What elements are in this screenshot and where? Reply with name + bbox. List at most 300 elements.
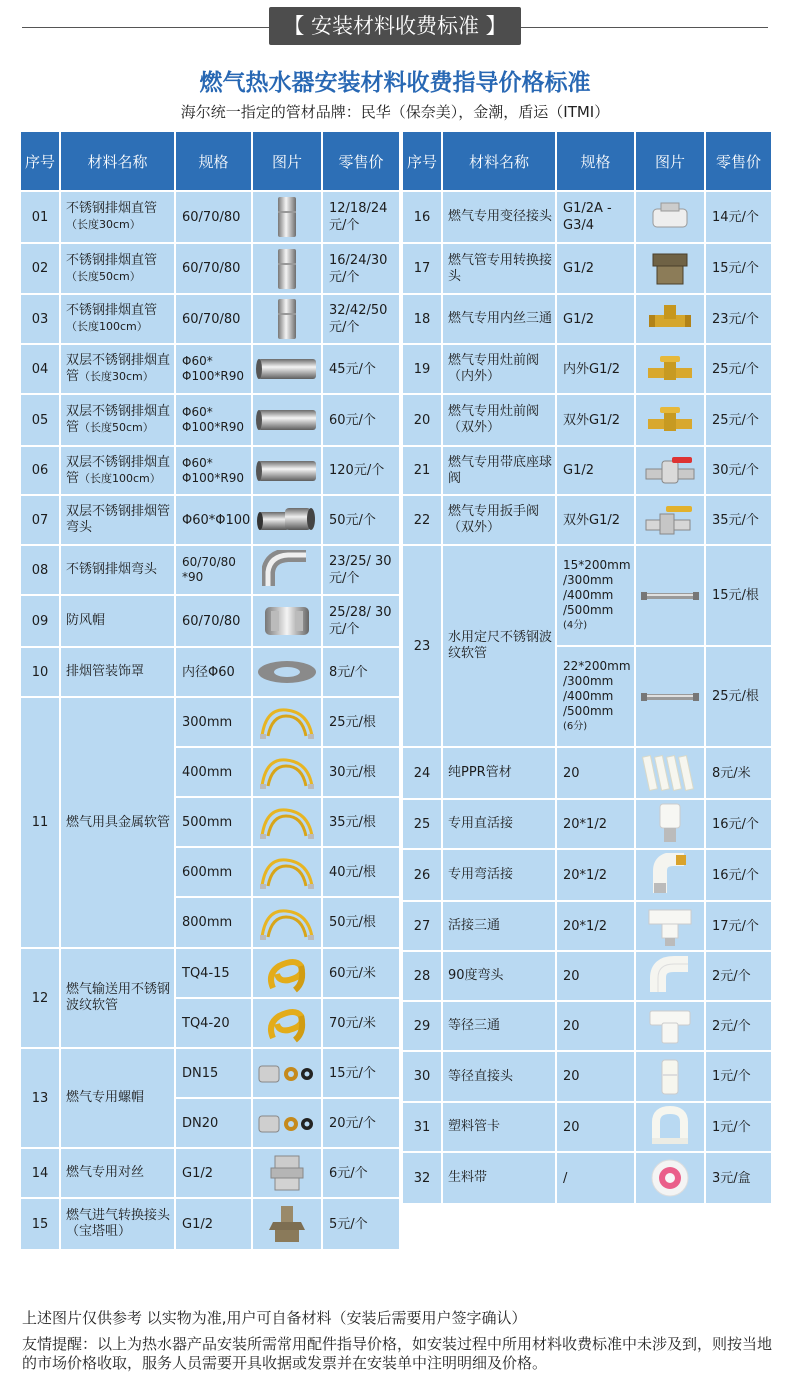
item-name (443, 192, 557, 244)
item-name-text: 燃气专用带底座球阀 (448, 454, 553, 486)
item-number: 20 (403, 395, 443, 447)
item-spec: 内径Φ60 (176, 648, 253, 698)
item-name-text: 燃气专用螺帽 (66, 1090, 145, 1105)
table-row (403, 1153, 773, 1205)
item-spec: 双外G1/2 (557, 496, 636, 546)
item-price: 17元/个 (706, 902, 773, 952)
fitting-icon (647, 199, 693, 235)
item-spec: 20 (557, 1052, 636, 1103)
spec-line: /500mm (563, 603, 614, 617)
table-row (21, 244, 401, 295)
double-pipe-icon (254, 355, 320, 383)
item-price: 30元/个 (706, 447, 773, 496)
product-photo-ppr-straight (636, 800, 706, 850)
item-name (61, 596, 176, 648)
item-number: 10 (21, 648, 61, 698)
item-price: 1元/个 (706, 1052, 773, 1103)
product-photo-double-pipe (253, 345, 323, 395)
item-number: 18 (403, 295, 443, 345)
item-number: 11 (21, 698, 61, 949)
ppr-pipes-icon (640, 752, 700, 794)
double-pipe-icon (254, 457, 320, 485)
item-spec (557, 546, 636, 647)
item-number: 26 (403, 850, 443, 902)
item-spec: 60/70/80 (176, 295, 253, 345)
item-name-text: 燃气专用扳手阀（双外） (448, 504, 540, 535)
header-pic: 图片 (253, 132, 323, 192)
product-photo-ppr-tee (636, 1002, 706, 1052)
item-spec: 双外G1/2 (557, 395, 636, 447)
item-spec: 20 (557, 748, 636, 800)
ppr-elbow-union-icon (650, 853, 690, 897)
item-number: 08 (21, 546, 61, 596)
product-photo-ppr-pipes (636, 748, 706, 800)
item-number: 03 (21, 295, 61, 345)
header-pic-right: 图片 (636, 132, 706, 192)
yellow-hose-icon (258, 854, 316, 890)
item-price: 15元/个 (323, 1049, 401, 1099)
item-spec: Φ60*Φ100 (176, 496, 253, 546)
item-number: 30 (403, 1052, 443, 1103)
table-row (403, 244, 773, 295)
header-no-right: 序号 (403, 132, 443, 192)
item-number: 15 (21, 1199, 61, 1251)
item-spec: G1/2 (557, 447, 636, 496)
table-row (21, 395, 401, 447)
item-name-text: 双层不锈钢排烟管弯头 (66, 504, 171, 535)
product-photo-wind-cap (253, 596, 323, 648)
ptfe-tape-icon (648, 1156, 692, 1200)
item-price: 3元/盒 (706, 1153, 773, 1205)
item-spec: 300mm (176, 698, 253, 748)
item-name-note: （长度50cm） (79, 421, 154, 434)
table-row (21, 447, 401, 496)
item-name-text: 专用弯活接 (448, 867, 514, 882)
product-photo-yellow-hose (253, 898, 323, 949)
item-name (61, 949, 176, 1049)
page-title: 燃气热水器安装材料收费指导价格标准 (199, 70, 591, 96)
item-name (443, 244, 557, 295)
item-name (61, 447, 176, 496)
product-photo-ppr-elbow-union (636, 850, 706, 902)
product-photo-ppr-tee-union (636, 902, 706, 952)
table-row (21, 698, 401, 748)
item-name (443, 800, 557, 850)
item-number: 27 (403, 902, 443, 952)
product-photo-ppr-elbow (636, 952, 706, 1002)
table-row (403, 850, 773, 902)
item-price: 25元/根 (706, 647, 773, 748)
item-spec: TQ4-20 (176, 999, 253, 1049)
product-photo-nuts (253, 1049, 323, 1099)
section-banner: 【 安装材料收费标准 】 (269, 7, 521, 45)
product-photo-straight-pipe (253, 295, 323, 345)
yellow-hose-icon (258, 905, 316, 941)
item-number: 04 (21, 345, 61, 395)
table-row (403, 800, 773, 850)
item-name (61, 192, 176, 244)
item-price: 16元/个 (706, 800, 773, 850)
item-spec: Φ60* Φ100*R90 (176, 395, 253, 447)
item-number: 25 (403, 800, 443, 850)
header-price: 零售价 (323, 132, 401, 192)
item-price: 40元/根 (323, 848, 401, 898)
spec-line: /300mm (563, 573, 614, 587)
item-spec: 800mm (176, 898, 253, 949)
table-row (403, 546, 773, 647)
yellow-hose-icon (258, 804, 316, 840)
spec-line: /400mm (563, 588, 614, 602)
item-number: 12 (21, 949, 61, 1049)
item-price: 2元/个 (706, 1002, 773, 1052)
item-name (61, 395, 176, 447)
item-name-text: 防风帽 (66, 613, 106, 628)
item-name (61, 648, 176, 698)
nuts-icon (255, 1108, 319, 1138)
product-photo-double-pipe (253, 447, 323, 496)
ppr-elbow-icon (648, 956, 692, 996)
item-name-text: 燃气专用变径接头 (448, 209, 553, 224)
item-name-text: 燃气用具金属软管 (66, 814, 171, 830)
ppr-tee-union-icon (645, 904, 695, 948)
item-name (443, 748, 557, 800)
item-price: 50元/个 (323, 496, 401, 546)
item-price: 25元/个 (706, 395, 773, 447)
item-price: 1元/个 (706, 1103, 773, 1153)
item-number: 13 (21, 1049, 61, 1149)
flex-bar-icon (639, 589, 701, 603)
header-spec-right: 规格 (557, 132, 636, 192)
item-spec: / (557, 1153, 636, 1205)
double-pipe-icon (254, 406, 320, 434)
table-row (403, 1103, 773, 1153)
item-spec: 20*1/2 (557, 850, 636, 902)
item-price: 6元/个 (323, 1149, 401, 1199)
item-spec: 60/70/80 (176, 596, 253, 648)
table-row (21, 496, 401, 546)
item-name-text: 90度弯头 (448, 968, 504, 983)
item-name (443, 1103, 557, 1153)
item-name-note: （长度100cm） (79, 471, 161, 485)
item-name-text: 燃气专用内丝三通 (448, 311, 553, 326)
item-price: 35元/个 (706, 496, 773, 546)
table-row (403, 748, 773, 800)
yellow-hose-icon (258, 704, 316, 740)
table-row (21, 1149, 401, 1199)
lever-valve-icon (642, 502, 698, 538)
table-row (21, 546, 401, 596)
header-price-right: 零售价 (706, 132, 773, 192)
item-price: 120元/个 (323, 447, 401, 496)
table-row (21, 1049, 401, 1099)
item-price: 23/25/ 30元/个 (323, 546, 401, 596)
item-name (61, 1149, 176, 1199)
item-name-text: 燃气管专用转换接头 (448, 252, 553, 284)
table-row (403, 192, 773, 244)
item-name-text: 燃气专用对丝 (66, 1165, 145, 1180)
item-name (443, 1002, 557, 1052)
item-name-text: 不锈钢排烟直管 (66, 303, 158, 318)
straight-pipe-icon (267, 297, 307, 341)
item-price: 32/42/50元/个 (323, 295, 401, 345)
item-name-text: 等径直接头 (448, 1068, 514, 1084)
item-name (61, 244, 176, 295)
straight-pipe-icon (267, 247, 307, 291)
item-spec: TQ4-15 (176, 949, 253, 999)
table-row (403, 496, 773, 546)
header-no: 序号 (21, 132, 61, 192)
item-number: 06 (21, 447, 61, 496)
item-name-text: 不锈钢排烟直管 (66, 201, 158, 216)
item-name-note: （长度30cm） (79, 370, 154, 383)
brass-nut-icon (647, 248, 693, 290)
item-name (61, 295, 176, 345)
item-number: 17 (403, 244, 443, 295)
item-name (61, 1199, 176, 1251)
table-row (21, 345, 401, 395)
item-number: 16 (403, 192, 443, 244)
header-name-right: 材料名称 (443, 132, 557, 192)
item-number: 23 (403, 546, 443, 748)
product-photo-elbow (253, 546, 323, 596)
table-row (403, 952, 773, 1002)
item-name-note: （长度100cm） (66, 320, 148, 333)
product-photo-flex-bar (636, 546, 706, 647)
item-spec: DN20 (176, 1099, 253, 1149)
table-row (403, 902, 773, 952)
spec-line: /500mm (563, 704, 614, 718)
product-photo-coil-hose (253, 999, 323, 1049)
item-spec: 60/70/80 *90 (176, 546, 253, 596)
table-row (403, 1052, 773, 1103)
item-spec: G1/2 (557, 295, 636, 345)
product-photo-brass-tee (636, 295, 706, 345)
item-name (443, 345, 557, 395)
table-row (21, 1199, 401, 1251)
nuts-icon (255, 1058, 319, 1088)
spec-line: 22*200mm (563, 659, 631, 673)
table-row (21, 648, 401, 698)
friendly-reminder: 友情提醒：以上为热水器产品安装所需常用配件指导价格，如安装过程中所用材料收费标准中未涉及到，则按当地的市场价格收取，服务人员需要开具收据或发票并在安装单中注明明细及价格。 (22, 1335, 773, 1372)
item-price: 2元/个 (706, 952, 773, 1002)
item-spec: 500mm (176, 798, 253, 848)
spec-line: /300mm (563, 674, 614, 688)
item-name (61, 1049, 176, 1149)
item-name-text: 水用定尺不锈钢波纹软管 (448, 630, 553, 661)
item-number: 22 (403, 496, 443, 546)
item-spec: 20 (557, 1103, 636, 1153)
yellow-hose-icon (258, 754, 316, 790)
product-photo-hose-barb (253, 1199, 323, 1251)
brand-subtitle: 海尔统一指定的管材品牌：民华（保奈美），金潮，盾运（ITMI） (180, 103, 610, 121)
spec-note: (6分) (563, 721, 588, 732)
item-name-text: 纯PPR管材 (448, 765, 512, 780)
product-photo-coil-hose (253, 949, 323, 999)
item-price: 20元/个 (323, 1099, 401, 1149)
coil-hose-icon (265, 952, 309, 994)
product-photo-valve (636, 395, 706, 447)
item-name (61, 698, 176, 949)
item-price: 23元/个 (706, 295, 773, 345)
product-photo-ptfe-tape (636, 1153, 706, 1205)
item-name-text: 塑料管卡 (448, 1119, 501, 1134)
item-name-text: 排烟管装饰罩 (66, 664, 145, 679)
item-number: 29 (403, 1002, 443, 1052)
product-photo-straight-pipe (253, 244, 323, 295)
item-name (443, 395, 557, 447)
table-row (403, 447, 773, 496)
item-name-text: 双层不锈钢排烟直管 (66, 454, 171, 486)
item-price: 16元/个 (706, 850, 773, 902)
valve-icon (644, 352, 696, 386)
left-price-table (21, 132, 401, 1251)
item-name (443, 1052, 557, 1103)
product-photo-valve (636, 345, 706, 395)
product-photo-flex-bar (636, 647, 706, 748)
item-name-note: （长度30cm） (66, 218, 141, 231)
product-photo-hex-nipple (253, 1149, 323, 1199)
item-price: 5元/个 (323, 1199, 401, 1251)
item-name-text: 双层不锈钢排烟直管 (66, 404, 171, 435)
item-number: 01 (21, 192, 61, 244)
item-name (443, 952, 557, 1002)
item-name-note: （长度50cm） (66, 269, 141, 283)
table-row (21, 295, 401, 345)
hex-nipple-icon (265, 1152, 309, 1194)
product-photo-yellow-hose (253, 748, 323, 798)
item-name-text: 燃气专用灶前阀（内外） (448, 353, 540, 384)
item-spec (557, 647, 636, 748)
item-name (443, 546, 557, 748)
hose-barb-icon (265, 1202, 309, 1246)
item-price: 16/24/30元/个 (323, 244, 401, 295)
item-spec: 400mm (176, 748, 253, 798)
item-price: 15元/个 (706, 244, 773, 295)
item-price: 60元/个 (323, 395, 401, 447)
banner-rule-left (22, 27, 272, 28)
coil-hose-icon (265, 1002, 309, 1044)
item-price: 12/18/24元/个 (323, 192, 401, 244)
item-name-text: 生料带 (448, 1170, 488, 1185)
item-spec: 60/70/80 (176, 244, 253, 295)
table-row (403, 395, 773, 447)
item-name-text: 燃气进气转换接头（宝塔咀） (66, 1208, 171, 1239)
item-name (443, 295, 557, 345)
item-price: 30元/根 (323, 748, 401, 798)
table-row (403, 295, 773, 345)
item-spec: DN15 (176, 1049, 253, 1099)
product-photo-double-pipe (253, 395, 323, 447)
table-row (403, 1002, 773, 1052)
valve-icon (644, 403, 696, 437)
item-number: 31 (403, 1103, 443, 1153)
elbow-icon (262, 550, 312, 590)
item-price: 14元/个 (706, 192, 773, 244)
item-name-text: 燃气输送用不锈钢波纹软管 (66, 982, 171, 1013)
item-price: 45元/个 (323, 345, 401, 395)
item-price: 50元/根 (323, 898, 401, 949)
item-spec: 20*1/2 (557, 800, 636, 850)
item-spec: 20 (557, 1002, 636, 1052)
header-spec: 规格 (176, 132, 253, 192)
item-name-text: 活接三通 (448, 918, 501, 933)
straight-pipe-icon (267, 195, 307, 239)
product-photo-nuts (253, 1099, 323, 1149)
item-name (443, 496, 557, 546)
item-name (443, 447, 557, 496)
item-name-text: 等径三通 (448, 1018, 501, 1033)
right-price-table (403, 132, 773, 1205)
product-photo-fitting (636, 192, 706, 244)
item-spec: G1/2 (176, 1149, 253, 1199)
wind-cap-icon (261, 601, 313, 641)
item-number: 14 (21, 1149, 61, 1199)
item-number: 28 (403, 952, 443, 1002)
item-name (61, 496, 176, 546)
item-price: 25元/个 (706, 345, 773, 395)
product-photo-ring (253, 648, 323, 698)
item-price: 35元/根 (323, 798, 401, 848)
product-photo-lever-valve (636, 496, 706, 546)
item-number: 24 (403, 748, 443, 800)
flex-bar-icon (639, 690, 701, 704)
item-price: 60元/米 (323, 949, 401, 999)
spec-line: /400mm (563, 689, 614, 703)
item-spec: G1/2 (176, 1199, 253, 1251)
item-number: 07 (21, 496, 61, 546)
item-name (443, 850, 557, 902)
product-photo-straight-pipe (253, 192, 323, 244)
item-name-text: 双层不锈钢排烟直管 (66, 353, 171, 384)
ball-valve-icon (642, 453, 698, 489)
banner-rule-right (518, 27, 768, 28)
header-name: 材料名称 (61, 132, 176, 192)
item-price: 25/28/ 30元/个 (323, 596, 401, 648)
table-row (403, 345, 773, 395)
item-name (443, 902, 557, 952)
item-number: 21 (403, 447, 443, 496)
ppr-coupling-icon (654, 1056, 686, 1098)
table-row (21, 596, 401, 648)
brass-tee-icon (645, 301, 695, 337)
product-photo-brass-nut (636, 244, 706, 295)
ring-icon (255, 658, 319, 686)
item-price: 15元/根 (706, 546, 773, 647)
table-row (21, 192, 401, 244)
product-photo-ppr-coupling (636, 1052, 706, 1103)
product-photo-ball-valve (636, 447, 706, 496)
item-name-text: 不锈钢排烟弯头 (66, 562, 158, 577)
item-name (443, 1153, 557, 1205)
item-number: 02 (21, 244, 61, 295)
item-spec: 20*1/2 (557, 902, 636, 952)
item-price: 8元/米 (706, 748, 773, 800)
item-number: 32 (403, 1153, 443, 1205)
item-number: 09 (21, 596, 61, 648)
ppr-straight-icon (652, 802, 688, 846)
item-spec: Φ60* Φ100*R90 (176, 345, 253, 395)
item-name-text: 燃气专用灶前阀（双外） (448, 404, 540, 435)
item-spec: G1/2A -G3/4 (557, 192, 636, 244)
double-elbow-icon (255, 504, 319, 536)
product-photo-yellow-hose (253, 848, 323, 898)
item-name-text: 专用直活接 (448, 816, 514, 831)
item-name (61, 546, 176, 596)
item-name (61, 345, 176, 395)
product-photo-yellow-hose (253, 798, 323, 848)
pipe-clip-icon (648, 1106, 692, 1148)
ppr-tee-icon (646, 1005, 694, 1047)
